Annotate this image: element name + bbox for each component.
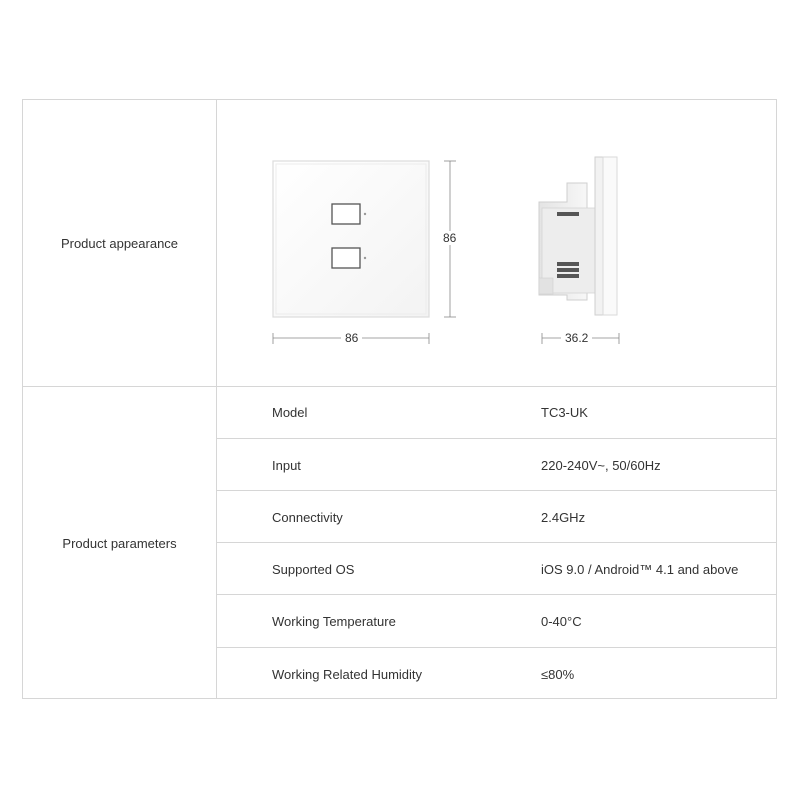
- param-name: Working Temperature: [272, 614, 396, 629]
- side-view: [539, 157, 617, 315]
- param-name: Connectivity: [272, 509, 343, 525]
- table-row: [217, 387, 776, 438]
- appearance-label: Product appearance: [60, 235, 179, 251]
- table-row: [217, 490, 776, 543]
- table-row: [217, 438, 776, 491]
- front-view: [273, 161, 429, 317]
- width-dimension-label: 86: [341, 331, 362, 345]
- param-value: TC3-UK: [541, 405, 588, 420]
- param-value: 0-40°C: [541, 614, 582, 629]
- parameters-label: Product parameters: [62, 536, 177, 551]
- appearance-area: [217, 100, 776, 386]
- param-value: iOS 9.0 / Android™ 4.1 and above: [541, 561, 739, 577]
- param-name: Supported OS: [272, 561, 355, 577]
- table-row: [217, 647, 776, 700]
- table-row: [217, 594, 776, 648]
- param-name: Working Related Humidity: [272, 666, 423, 682]
- height-dimension-label: 86: [439, 231, 460, 245]
- param-value: ≤80%: [541, 666, 575, 682]
- spec-table: [22, 99, 777, 699]
- param-value: 220-240V~, 50/60Hz: [541, 457, 661, 473]
- param-name: Input: [272, 457, 301, 473]
- param-name: Model: [272, 405, 308, 420]
- param-value: 2.4GHz: [541, 509, 586, 525]
- depth-dimension-label: 36.2: [561, 331, 592, 345]
- product-drawings: [217, 100, 778, 386]
- table-row: [217, 542, 776, 595]
